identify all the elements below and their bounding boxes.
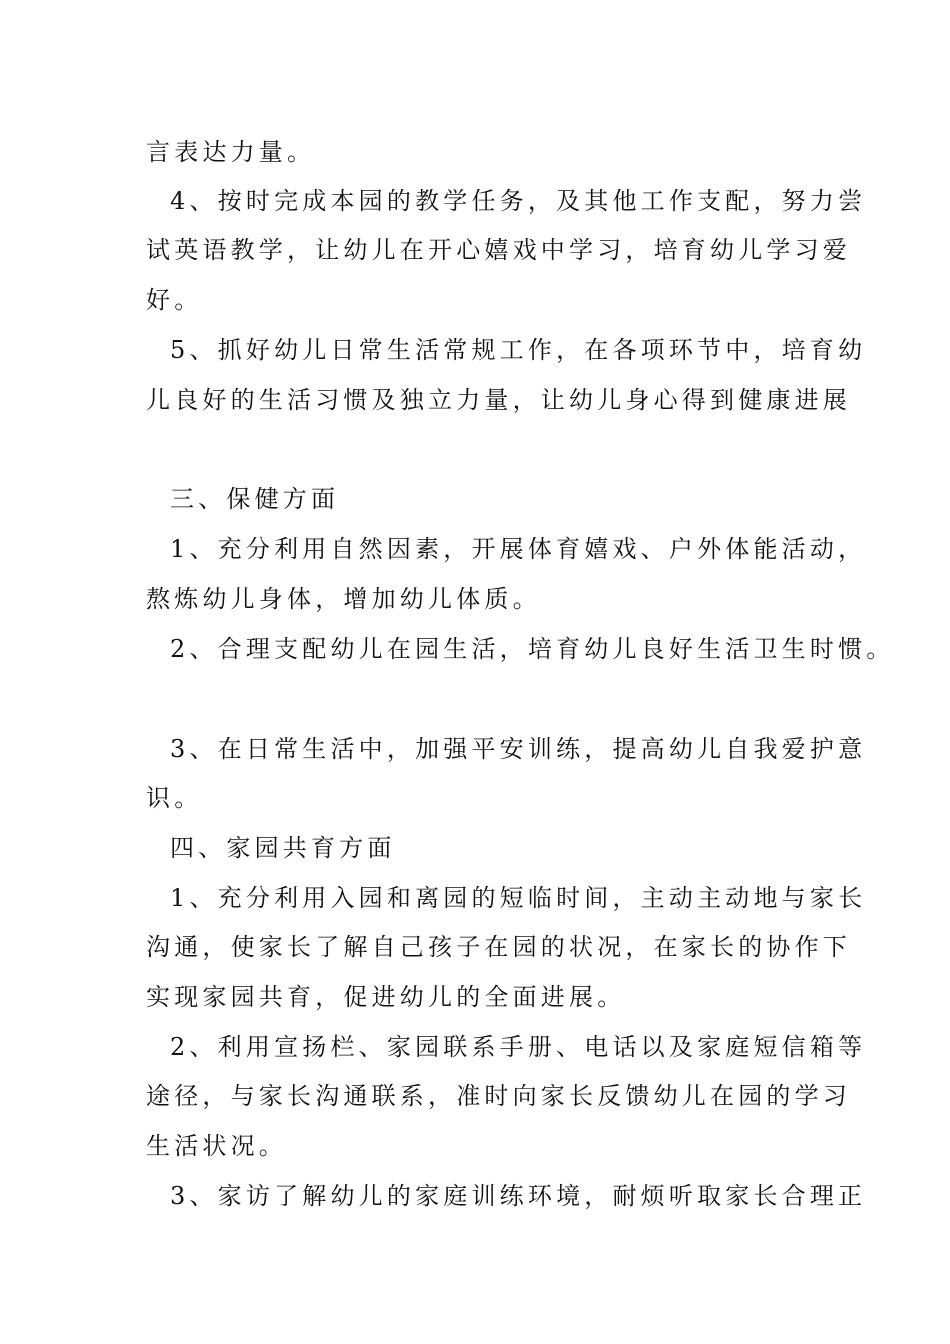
text-line: 儿良好的生活习惯及独立力量，让幼儿身心得到健康进展 (146, 386, 851, 414)
text-line: 言表达力量。 (146, 138, 316, 166)
text-line: 3、家访了解幼儿的家庭训练环境，耐烦听取家长合理正 (170, 1182, 867, 1210)
text-line: 沟通，使家长了解自己孩子在园的状况，在家长的协作下 (146, 933, 851, 961)
text-line: 5、抓好幼儿日常生活常规工作，在各项环节中，培育幼 (170, 336, 867, 364)
text-line: 2、合理支配幼儿在园生活，培育幼儿良好生活卫生时惯。 (170, 635, 895, 663)
text-line: 熬炼幼儿身体，增加幼儿体质。 (146, 585, 541, 613)
section-heading: 三、保健方面 (170, 485, 340, 513)
text-line: 2、利用宣扬栏、家园联系手册、电话以及家庭短信箱等 (170, 1033, 867, 1061)
text-line: 1、充分利用入园和离园的短临时间，主动主动地与家长 (170, 884, 867, 912)
text-line: 实现家园共育，促进幼儿的全面进展。 (146, 983, 626, 1011)
text-line: 途径，与家长沟通联系，准时向家长反馈幼儿在园的学习 (146, 1082, 851, 1110)
text-line: 识。 (146, 784, 203, 812)
section-heading: 四、家园共育方面 (170, 834, 396, 862)
text-line: 好。 (146, 286, 203, 314)
text-line: 1、充分利用自然因素，开展体育嬉戏、户外体能活动， (170, 535, 867, 563)
text-line: 4、按时完成本园的教学任务，及其他工作支配，努力尝 (170, 187, 867, 215)
text-line: 3、在日常生活中，加强平安训练，提高幼儿自我爱护意 (170, 735, 867, 763)
text-line: 生活状况。 (146, 1132, 287, 1160)
text-line: 试英语教学，让幼儿在开心嬉戏中学习，培育幼儿学习爱 (146, 236, 851, 264)
